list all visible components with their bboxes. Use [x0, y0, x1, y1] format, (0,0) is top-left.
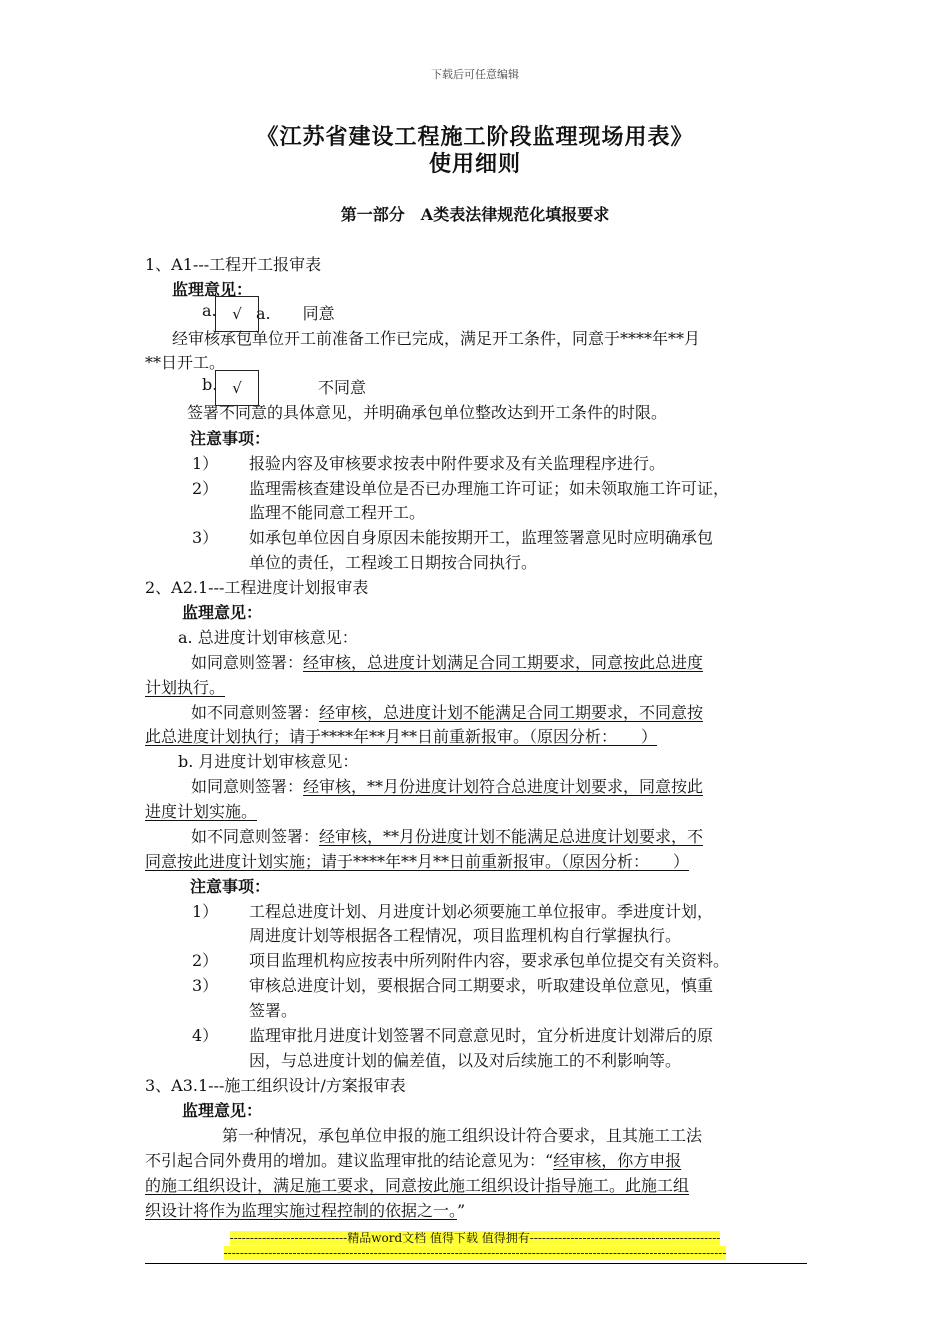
section-1-opinion-label: 监理意见：: [172, 280, 253, 299]
section-3-paragraph: 第一种情况，承包单位申报的施工组织设计符合要求，且其施工工法: [222, 1126, 703, 1145]
note-text-cont: 因，与总进度计划的偏差值，以及对后续施工的不利影响等。: [249, 1051, 682, 1070]
agree-statement: 经审核，**月份进度计划符合总进度计划要求，同意按此: [303, 777, 704, 796]
note-number: 3）: [192, 976, 219, 995]
monthly-plan-heading: b. 月进度计划审核意见：: [178, 752, 359, 771]
note-number: 2）: [192, 479, 219, 498]
note-text: 监理审批月进度计划签署不同意意见时，宜分析进度计划滞后的原: [249, 1026, 714, 1045]
page-header: 下载后可任意编辑: [431, 68, 519, 81]
disagree-statement-cont: 此总进度计划执行；请于****年**月**日前重新报审。（原因分析： ）: [145, 727, 658, 746]
agree-statement-cont: 计划执行。: [145, 678, 226, 697]
footer-banner-line: ----------------------------------------------------------------------------------------------------------------------------: [223, 1246, 727, 1260]
option-b-label: 不同意: [318, 378, 367, 397]
section-2-heading: 2、A2.1---工程进度计划报审表: [145, 578, 369, 597]
total-plan-heading: a. 总进度计划审核意见：: [178, 628, 358, 647]
section-3-paragraph-cont: 不引起合同外费用的增加。建议监理审批的结论意见为：“: [145, 1151, 554, 1170]
note-number: 1）: [192, 902, 219, 921]
section-2-notes-title: 注意事项：: [190, 877, 271, 896]
approval-statement-end: 织设计将作为监理实施过程控制的依据之一。: [145, 1201, 458, 1220]
disagree-statement: 经审核，**月份进度计划不能满足总进度计划要求，不: [319, 827, 704, 846]
note-text: 如承包单位因自身原因未能按期开工，监理签署意见时应明确承包: [249, 528, 714, 547]
note-text-cont: 签署。: [249, 1001, 298, 1020]
closing-quote: ”: [457, 1201, 466, 1220]
agree-label: 如同意则签署：: [191, 653, 304, 672]
approval-statement: 经审核，你方申报: [553, 1151, 682, 1170]
option-a-label: a. 同意: [256, 304, 335, 323]
note-text: 报验内容及审核要求按表中附件要求及有关监理程序进行。: [249, 454, 666, 473]
footer-banner: -----------------------------精品word文档 值得下载 值得拥有-----------------------------------------------: [229, 1231, 721, 1245]
note-text-cont: 监理不能同意工程开工。: [249, 503, 426, 522]
option-b-text: 签署不同意的具体意见，并明确承包单位整改达到开工条件的时限。: [187, 403, 668, 422]
option-a-text: 经审核承包单位开工前准备工作已完成，满足开工条件，同意于****年**月: [172, 329, 701, 348]
note-number: 3）: [192, 528, 219, 547]
note-text: 工程总进度计划、月进度计划必须要施工单位报审。季进度计划，: [249, 902, 714, 921]
footer-rule: [145, 1263, 807, 1264]
section-1-notes-title: 注意事项：: [190, 429, 271, 448]
option-b-checkbox[interactable]: √: [215, 370, 259, 406]
note-text: 审核总进度计划，要根据合同工期要求，听取建设单位意见，慎重: [249, 976, 714, 995]
note-text-cont: 周进度计划等根据各工程情况，项目监理机构自行掌握执行。: [249, 926, 682, 945]
note-text: 项目监理机构应按表中所列附件内容，要求承包单位提交有关资料。: [249, 951, 730, 970]
option-a-checkbox[interactable]: √: [215, 296, 259, 332]
note-number: 1）: [192, 454, 219, 473]
agree-statement: 经审核，总进度计划满足合同工期要求，同意按此总进度: [303, 653, 704, 672]
option-b-prefix: b.: [202, 375, 218, 394]
note-number: 4）: [192, 1026, 219, 1045]
section-1-heading: 1、A1---工程开工报审表: [145, 255, 322, 274]
section-2-opinion-label: 监理意见：: [182, 603, 263, 622]
disagree-label: 如不同意则签署：: [191, 827, 320, 846]
disagree-statement-cont: 同意按此进度计划实施；请于****年**月**日前重新报审。（原因分析： ）: [145, 852, 690, 871]
note-number: 2）: [192, 951, 219, 970]
section-3-opinion-label: 监理意见：: [182, 1101, 263, 1120]
approval-statement-cont: 的施工组织设计，满足施工要求，同意按此施工组织设计指导施工。此施工组: [145, 1176, 690, 1195]
doc-subtitle: 使用细则: [428, 151, 521, 177]
part-title: 第一部分 A类表法律规范化填报要求: [340, 205, 610, 224]
note-text-cont: 单位的责任，工程竣工日期按合同执行。: [249, 553, 538, 572]
doc-title: 《江苏省建设工程施工阶段监理现场用表》: [256, 124, 694, 150]
option-a-prefix: a.: [202, 301, 217, 320]
agree-statement-cont: 进度计划实施。: [145, 802, 258, 821]
option-a-text-cont: **日开工。: [145, 353, 226, 372]
note-text: 监理需核查建设单位是否已办理施工许可证；如未领取施工许可证，: [249, 479, 730, 498]
disagree-statement: 经审核，总进度计划不能满足合同工期要求，不同意按: [319, 703, 704, 722]
agree-label: 如同意则签署：: [191, 777, 304, 796]
section-3-heading: 3、A3.1---施工组织设计/方案报审表: [145, 1076, 406, 1095]
disagree-label: 如不同意则签署：: [191, 703, 320, 722]
